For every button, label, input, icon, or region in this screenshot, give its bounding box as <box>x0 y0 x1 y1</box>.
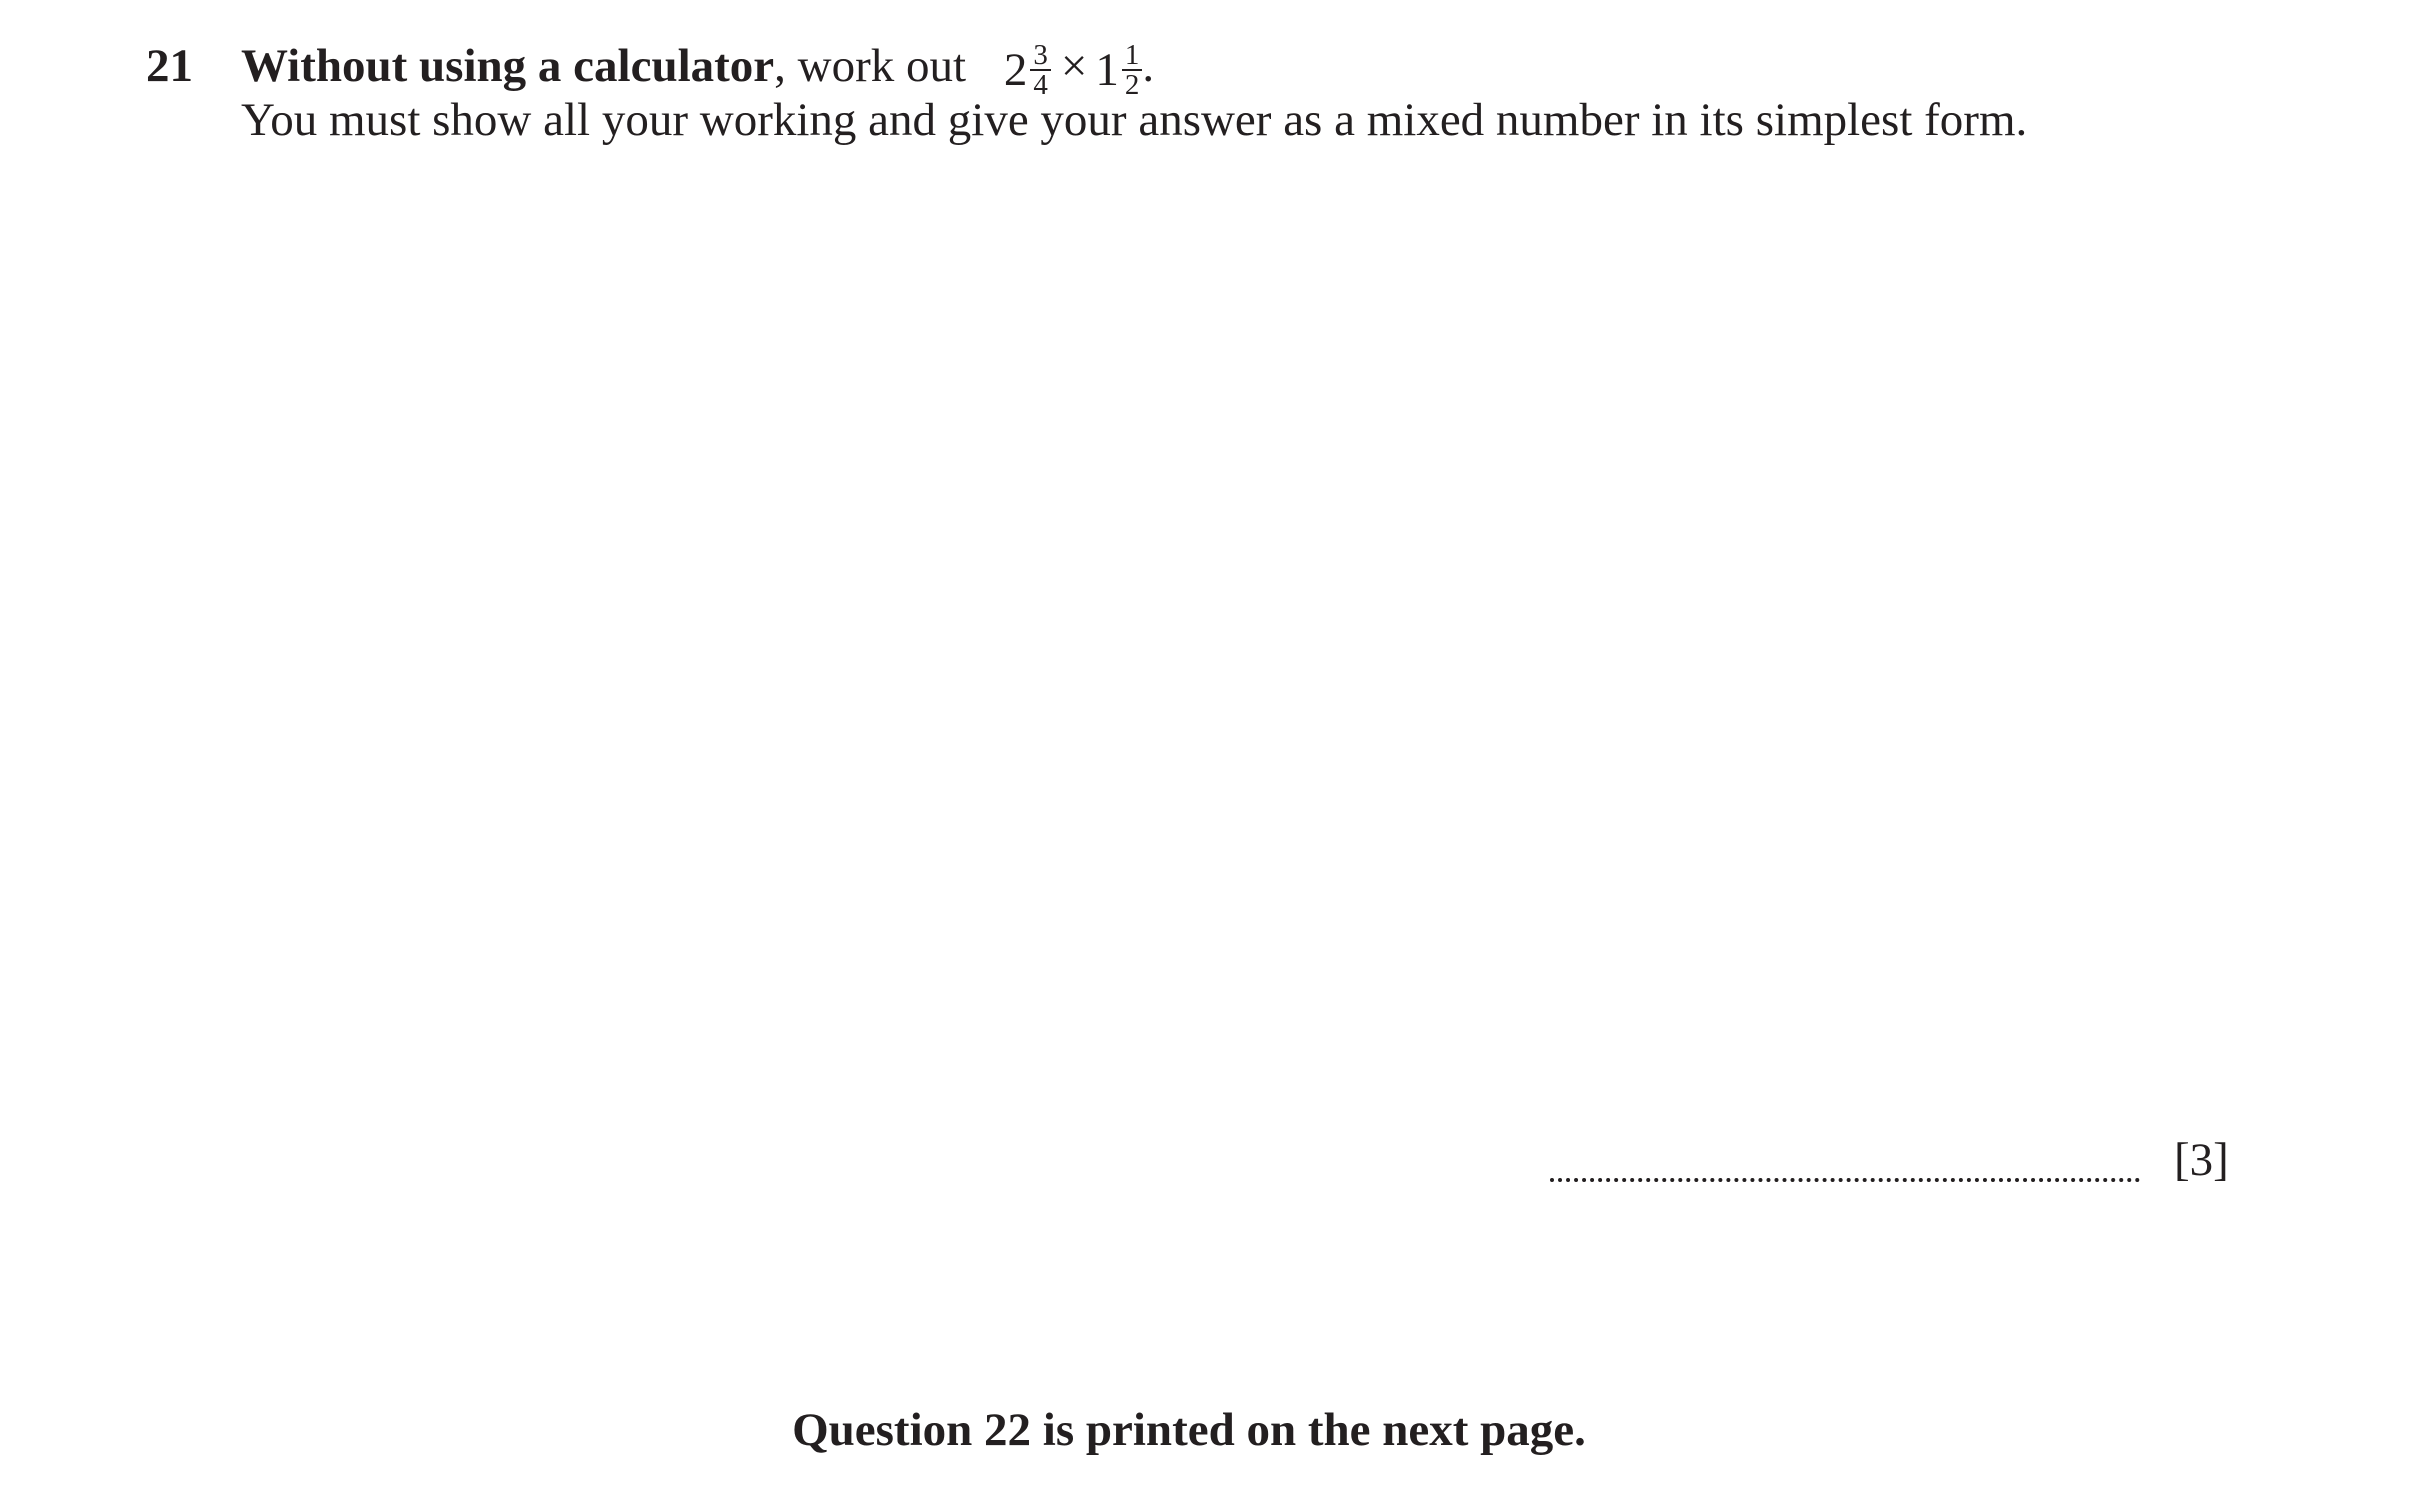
marks-label: [3] <box>2174 1134 2229 1186</box>
question-number: 21 <box>146 40 193 92</box>
instruction-bold: Without using a calculator <box>241 40 775 92</box>
footer-note: Question 22 is printed on the next page. <box>792 1404 1586 1456</box>
answer-line[interactable] <box>1550 1138 2140 1182</box>
whole-part: 2 <box>1003 44 1028 96</box>
denominator: 4 <box>1033 69 1048 101</box>
instruction-rest: , work out <box>774 40 967 92</box>
whole-part: 1 <box>1095 44 1119 96</box>
times-operator: × <box>1060 40 1088 92</box>
full-stop: . <box>1142 40 1155 92</box>
numerator: 1 <box>1122 41 1143 71</box>
denominator: 2 <box>1124 69 1140 101</box>
question-line-2: You must show all your working and give your answer as a mixed number in its simplest form. <box>241 94 2028 146</box>
numerator: 3 <box>1030 41 1051 71</box>
